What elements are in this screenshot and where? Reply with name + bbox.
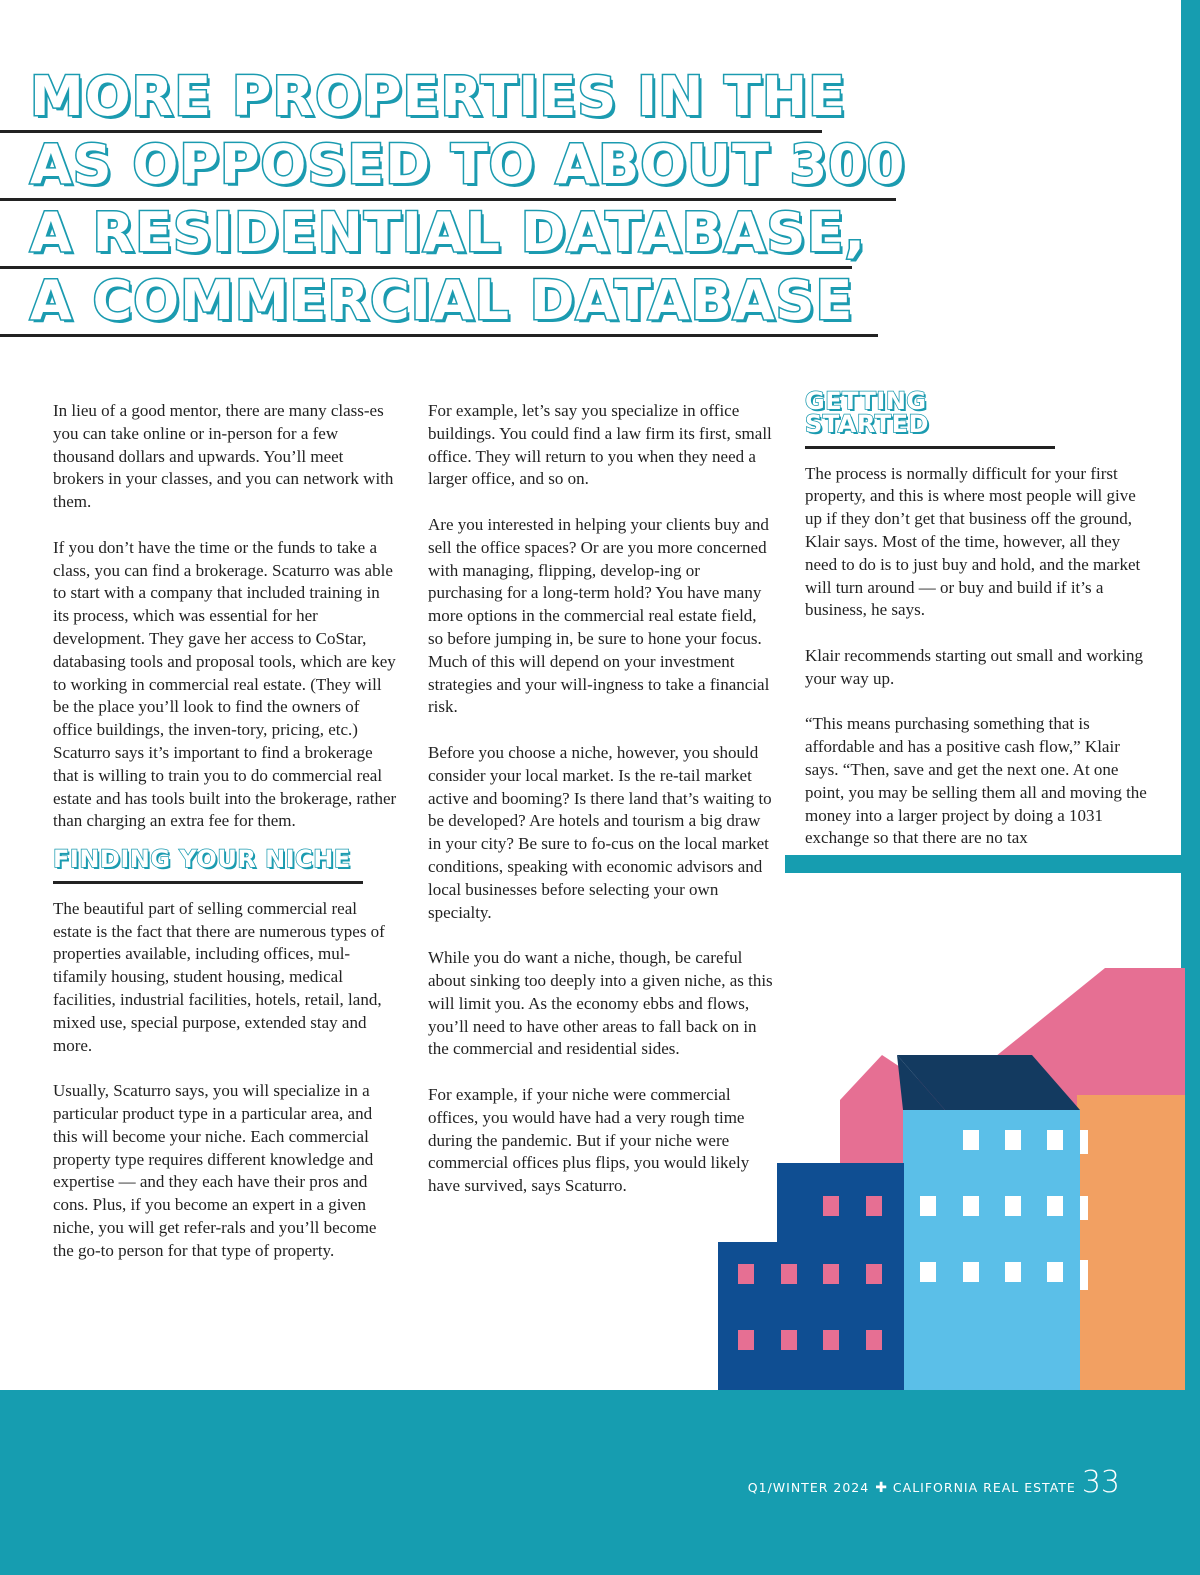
headline-line-1: MORE PROPERTIES IN THE (0, 68, 900, 136)
headline (0, 65, 906, 340)
light-blue-building (903, 1110, 1080, 1400)
issue-label: Q1/WINTER 2024 (747, 1480, 870, 1495)
paragraph: Klair recommends starting out small and working your way up. (805, 645, 1144, 688)
paragraph: Before you choose a niche, however, you should consider your local market. Is the re-tail market active and booming? Is there land that’s waiting to be developed? Are hotels and tourism a big draw in your city? Be sure to fo-cus on the local market conditions, speaking with economic advisors and local businesses before selecting your own specialty. (428, 742, 772, 922)
paragraph: If you don’t have the time or the funds to take a class, you can find a brokerage. Scaturro was able to start with a company that included training in its process, which was essential for her development. They gave her access to CoStar, databasing tools and proposal tools, which are key to working in commercial real estate. (They will be the place you’ll look to find the owners of office buildings, the inven-tory, pricing, etc.) Scaturro says it’s important to find a brokerage that is willing to train you to do commercial real estate and has tools built into the brokerage, rather than charging an extra fee for them. (53, 537, 397, 831)
publication-name: CALIFORNIA REAL ESTATE (892, 1480, 1076, 1495)
headline-line-4: A COMMERCIAL DATABASE (0, 272, 900, 340)
paragraph: For example, let’s say you specialize in office buildings. You could find a law firm its first, small office. They will return to you when they need a larger office, and so on. (428, 401, 772, 489)
headline-line-3: A RESIDENTIAL DATABASE, (0, 204, 900, 272)
paragraph: “This means purchasing something that is affordable and has a positive cash flow,” Klair says. “Then, save and get the next one. At one point, you may be selling them all and moving the money into a larger project by doing a 1031 exchange so that there are no tax (805, 714, 1147, 848)
page-number: 33 (1081, 1465, 1120, 1500)
article-column-3 (805, 387, 1150, 873)
headline-rule-4 (0, 334, 878, 337)
paragraph: For example, if your niche were commercial offices, you would have had a very rough time during the pandemic. But if your niche were commercial offices plus flips, you would likely have survived, says Scaturro. (428, 1084, 750, 1196)
plus-icon: ✚ (875, 1480, 887, 1496)
orange-building (1077, 1095, 1185, 1400)
paragraph: The process is normally difficult for your first property, and this is where most people will give up if they don’t get that business off the ground, Klair says. Most of the time, however, all they need to do is to just buy and hold, and the market will turn around — or buy and build if it’s a business, he says. (805, 463, 1141, 620)
headline-line-2: AS OPPOSED TO ABOUT 300 (0, 136, 900, 204)
paragraph: The beautiful part of selling commercial real estate is the fact that there are numerous types of properties available, including offices, mul-tifamily housing, student housing, medical facilities, industrial facilities, hotels, retail, land, mixed use, special purpose, extended stay and more. (53, 898, 385, 1055)
buildings-illustration (715, 960, 1185, 1400)
teal-divider-band (785, 855, 1185, 873)
paragraph: In lieu of a good mentor, there are many class-es you can take online or in-person for a few thousand dollars and upwards. You’ll meet brokers in your classes, and you can network with them. (53, 401, 394, 512)
subhead-getting-started: GETTING STARTED (805, 390, 1055, 449)
article-column-1 (53, 400, 398, 1285)
subhead-finding-your-niche: FINDING YOUR NICHE (53, 848, 363, 884)
paragraph: While you do want a niche, though, be careful about sinking too deeply into a given niche, as this will limit you. As the economy ebbs and flows, you’ll need to have other areas to fall back on in the commercial and residential sides. (428, 948, 773, 1059)
paragraph: Are you interested in helping your clients buy and sell the office spaces? Or are you more concerned with managing, flipping, develop-ing or purchasing for a long-term hold? You have many more options in the commercial real estate field, so before jumping in, be sure to hone your focus. Much of this will depend on your investment strategies and your will-ingness to take a financial risk. (428, 514, 770, 717)
folio (748, 1465, 1120, 1500)
paragraph: Usually, Scaturro says, you will specialize in a particular product type in a particular area, and this will become your niche. Each commercial property type requires different knowledge and expertise — and they each have their pros and cons. Plus, if you become an expert in a given niche, you will get refer-rals and you’ll become the go-to person for that type of property. (53, 1081, 377, 1260)
